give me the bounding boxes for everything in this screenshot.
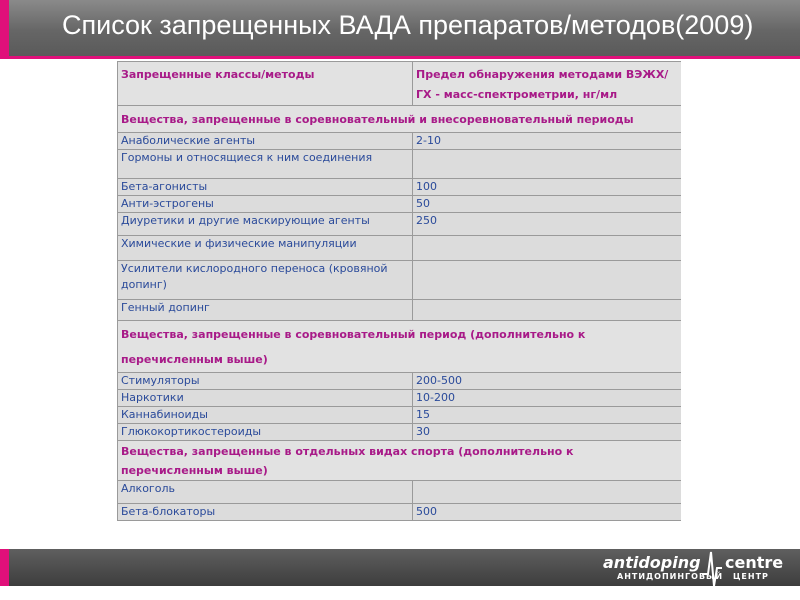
substance-name: Бета-блокаторы [118,504,413,521]
section-title: Вещества, запрещенные в соревновательный и внесоревновательный периоды [118,106,682,133]
detection-limit: 50 [413,196,682,213]
table-row [118,150,682,179]
section-row [118,321,682,373]
table-row [118,179,682,196]
table-row [118,133,682,150]
section-row [118,441,682,481]
title-accent-stripe [0,0,9,56]
substance-name: Усилители кислородного переноса (кровяной допинг) [118,261,413,300]
substance-name: Стимуляторы [118,373,413,390]
substance-name: Каннабиноиды [118,407,413,424]
detection-limit: 200-500 [413,373,682,390]
substance-name: Глюкокортикостероиды [118,424,413,441]
detection-limit [413,150,682,179]
table-row [118,196,682,213]
table-row [118,481,682,504]
antidoping-centre-logo [603,552,783,584]
section-title: Вещества, запрещенные в отдельных видах спорта (дополнительно к перечисленным выше) [118,441,682,481]
substance-name: Наркотики [118,390,413,407]
table-container [117,61,681,549]
substance-name: Генный допинг [118,300,413,321]
table-row [118,373,682,390]
pulse-line-icon [700,546,724,592]
substance-name: Гормоны и относящиеся к ним соединения [118,150,413,179]
detection-limit [413,261,682,300]
section-title: Вещества, запрещенные в соревновательный период (дополнительно к перечисленным выше) [118,321,682,373]
substance-name: Анти-эстрогены [118,196,413,213]
footer-accent-stripe [0,549,9,586]
detection-limit: 15 [413,407,682,424]
table-header-row [118,62,682,106]
table-row [118,424,682,441]
prohibited-list-table [117,61,681,521]
logo-sub-antidoping: АНТИДОПИНГОВЫЙ [617,572,724,581]
detection-limit [413,236,682,261]
slide-title: Список запрещенных ВАДА препаратов/методов(2009) [62,10,754,40]
table-row [118,261,682,300]
substance-name: Алкоголь [118,481,413,504]
table-row [118,407,682,424]
table-row [118,390,682,407]
substance-name: Диуретики и другие маскирующие агенты [118,213,413,236]
substance-name: Анаболические агенты [118,133,413,150]
detection-limit: 30 [413,424,682,441]
title-bar [0,0,800,59]
table-row [118,504,682,521]
substance-name: Бета-агонисты [118,179,413,196]
logo-sub-centre: ЦЕНТР [733,572,769,581]
detection-limit: 10-200 [413,390,682,407]
detection-limit [413,481,682,504]
section-row [118,106,682,133]
detection-limit [413,300,682,321]
detection-limit: 500 [413,504,682,521]
detection-limit: 2-10 [413,133,682,150]
footer-bar [0,549,800,586]
table-row [118,236,682,261]
header-cell-limit: Предел обнаружения методами ВЭЖХ/ГХ - масс-спектрометрии, нг/мл [413,62,682,106]
logo-word-antidoping: antidoping [603,553,701,572]
substance-name: Химические и физические манипуляции [118,236,413,261]
header-cell-classes: Запрещенные классы/методы [118,62,413,106]
detection-limit: 100 [413,179,682,196]
detection-limit: 250 [413,213,682,236]
table-row [118,300,682,321]
logo-word-centre: centre [725,553,784,572]
table-row [118,213,682,236]
